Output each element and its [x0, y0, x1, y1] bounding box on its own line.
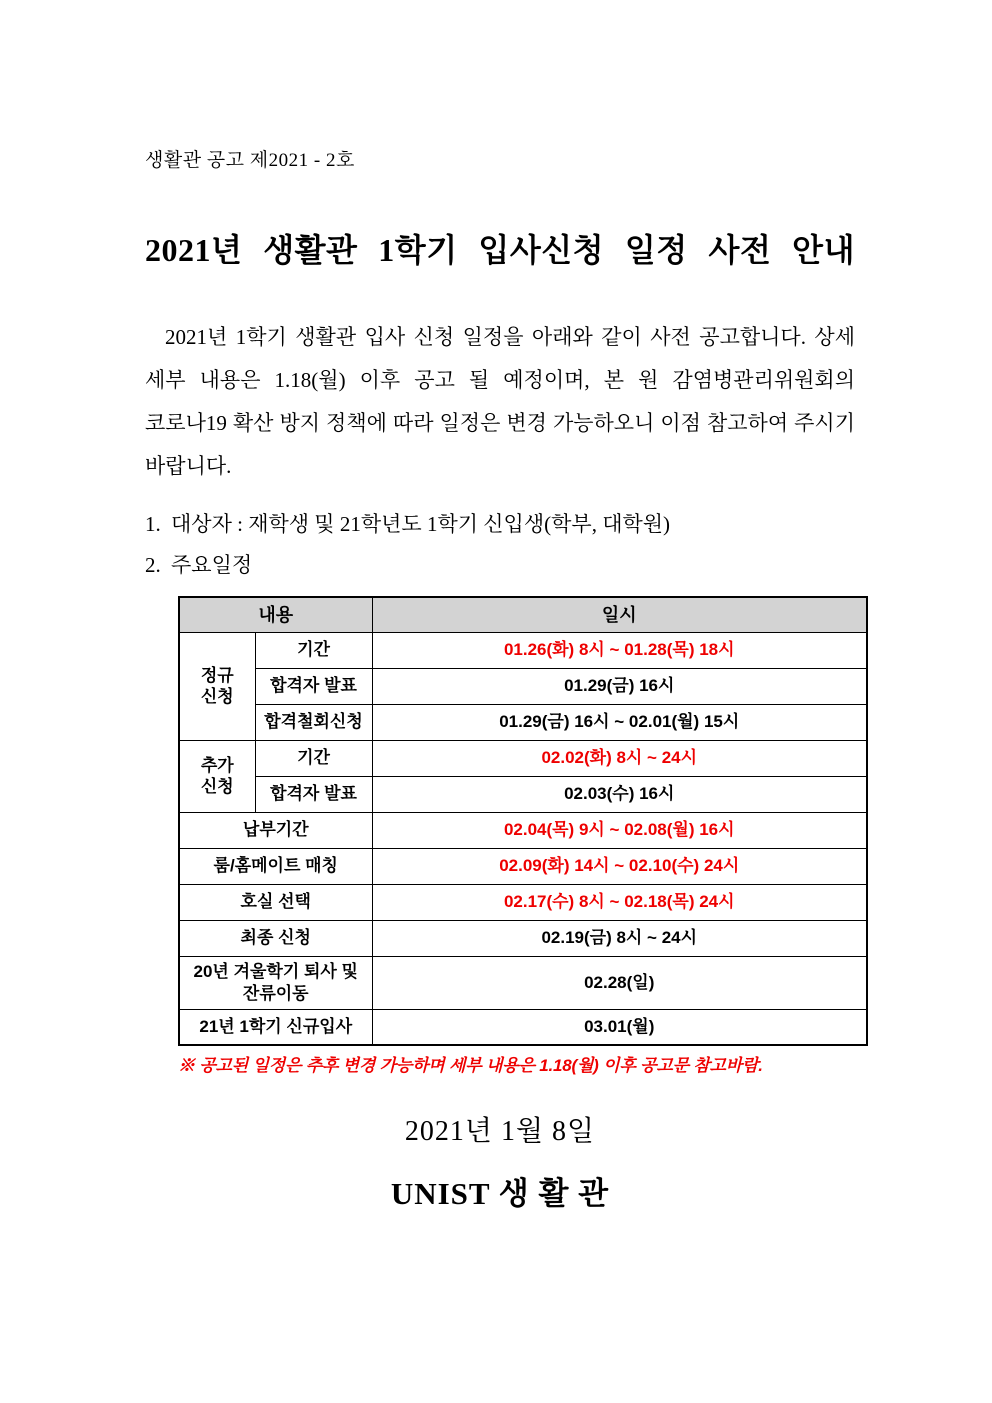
document-title: 2021년 생활관 1학기 입사신청 일정 사전 안내: [145, 232, 855, 268]
row-label: 납부기간: [179, 812, 372, 848]
row-label: 21년 1학기 신규입사: [179, 1009, 372, 1045]
column-header-datetime: 일시: [372, 597, 867, 632]
issuer-name: UNIST 생 활 관: [390, 1176, 610, 1211]
intro-paragraph: 2021년 1학기 생활관 입사 신청 일정을 아래와 같이 사전 공고합니다. 상세 세부 내용은 1.18(월) 이후 공고 될 예정이며, 본 원 감염병관리위원회의 코로나19 확산 방지 정책에 따라 일정은 변경 가능하오니 이점 참고하여 주시기 바랍니다.: [145, 325, 855, 478]
row-value: 01.29(금) 16시: [372, 668, 867, 704]
row-value: 01.26(화) 8시 ~ 01.28(목) 18시: [372, 632, 867, 668]
table-row: [179, 740, 867, 776]
table-row: [179, 1009, 867, 1045]
row-value: 02.19(금) 8시 ~ 24시: [372, 920, 867, 956]
issue-date: 2021년 1월 8일: [404, 1116, 596, 1147]
table-row: [179, 848, 867, 884]
notice-number: 생활관 공고 제2021 - 2호: [145, 150, 355, 171]
schedule-table: [178, 596, 868, 1046]
row-label: 합격자 발표: [255, 776, 372, 812]
row-value: 02.28(일): [372, 956, 867, 1009]
list-item-number: 2.: [145, 553, 161, 577]
footnote: ※ 공고된 일정은 추후 변경 가능하며 세부 내용은 1.18(월) 이후 공고문 참고바람.: [178, 1056, 763, 1075]
list-item-text: 주요일정: [171, 553, 253, 577]
row-value: 02.04(목) 9시 ~ 02.08(월) 16시: [372, 812, 867, 848]
table-row: [179, 884, 867, 920]
info-list: [145, 504, 855, 586]
row-label: 20년 겨울학기 퇴사 및 잔류이동: [179, 956, 372, 1009]
row-label: 기간: [255, 632, 372, 668]
row-label: 합격철회신청: [255, 704, 372, 740]
group-cell-regular: 정규 신청: [179, 632, 255, 740]
list-item-target: [145, 504, 855, 545]
row-label: 호실 선택: [179, 884, 372, 920]
table-row: [179, 668, 867, 704]
table-row: [179, 812, 867, 848]
row-value: 02.17(수) 8시 ~ 02.18(목) 24시: [372, 884, 867, 920]
table-row: [179, 920, 867, 956]
table-header-row: [179, 597, 867, 632]
column-header-content: 내용: [179, 597, 372, 632]
row-value: 01.29(금) 16시 ~ 02.01(월) 15시: [372, 704, 867, 740]
group-cell-additional: 추가 신청: [179, 740, 255, 812]
row-value: 02.02(화) 8시 ~ 24시: [372, 740, 867, 776]
list-item-number: 1.: [145, 512, 161, 536]
row-label: 합격자 발표: [255, 668, 372, 704]
table-row: [179, 632, 867, 668]
row-value: 03.01(월): [372, 1009, 867, 1045]
row-value: 02.09(화) 14시 ~ 02.10(수) 24시: [372, 848, 867, 884]
table-row: [179, 776, 867, 812]
row-value: 02.03(수) 16시: [372, 776, 867, 812]
row-label: 룸/홈메이트 매칭: [179, 848, 372, 884]
list-item-text: 대상자 : 재학생 및 21학년도 1학기 신입생(학부, 대학원): [171, 512, 671, 536]
row-label: 기간: [255, 740, 372, 776]
table-row: [179, 704, 867, 740]
table-row: [179, 956, 867, 1009]
list-item-schedule: [145, 545, 855, 586]
row-label: 최종 신청: [179, 920, 372, 956]
